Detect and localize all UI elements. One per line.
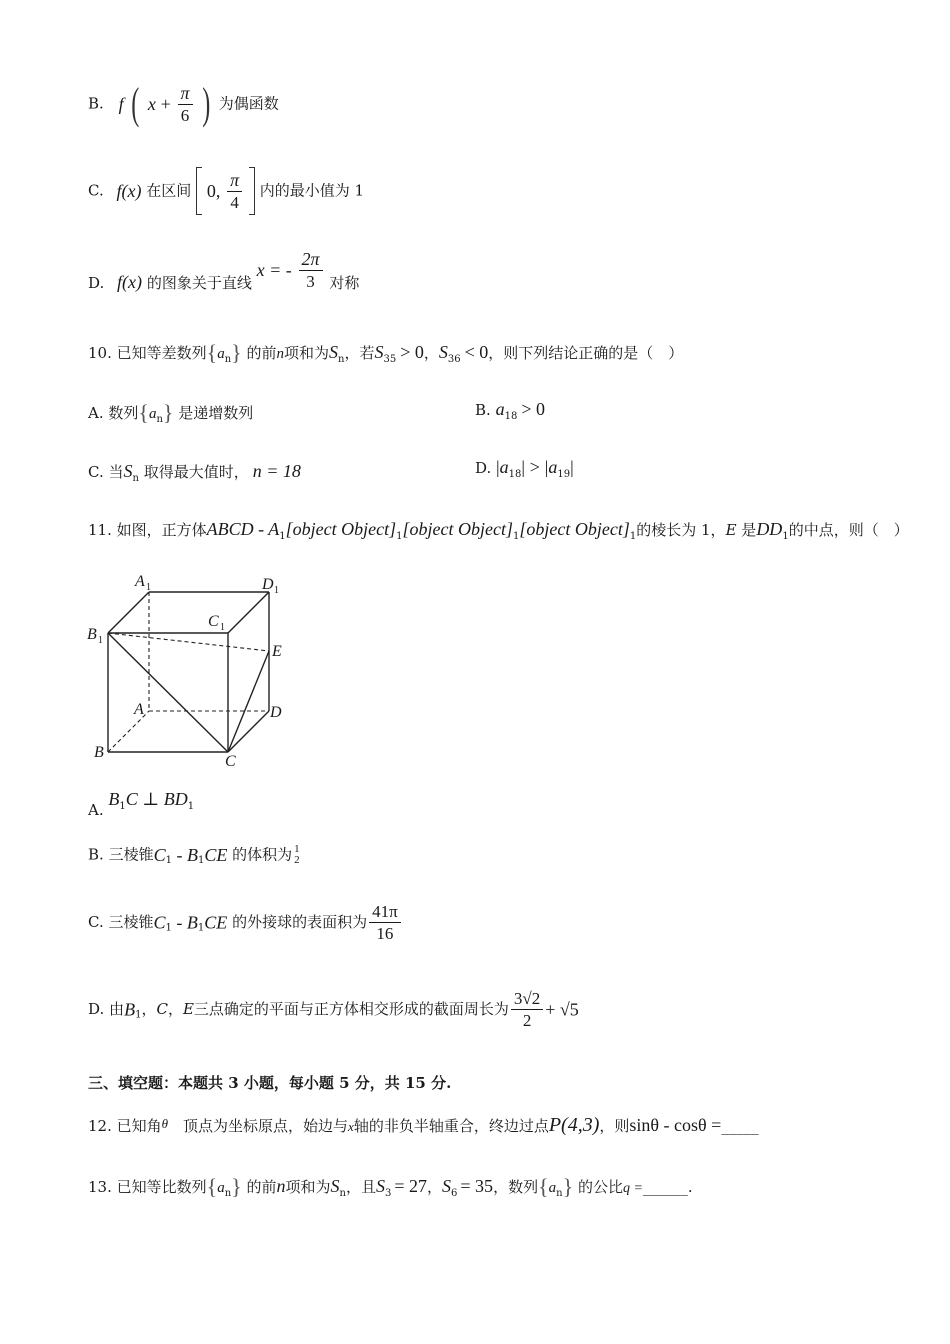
cube-figure — [85, 572, 295, 772]
svg-text:1: 1 — [220, 622, 225, 633]
svg-text:1: 1 — [98, 635, 103, 646]
label-a: A — [134, 701, 144, 718]
q9-option-d: D. f(x) 的图象关于直线 x = - $\frac{2\pi}{3}$ 对称 — [88, 249, 360, 292]
q11-option-d: D. 由$B_1$，C，E三点确定的平面与正方体相交形成的截面周长为 $\frac{3√2}{2}$ + √5 — [88, 989, 579, 1030]
q9-option-b: B. f ( x + $\frac{\pi}{6}$ ) 为偶函数 — [88, 79, 279, 128]
label-c1: C — [208, 613, 219, 630]
q10-stem: 10. 已知等差数列$\{a_n\}$ 的前n项和为$S_n$，若$S_{35} > 0$，$S_{36} < 0$，则下列结论正确的是（ ） — [88, 340, 684, 365]
label-e: E — [272, 643, 282, 660]
q11-option-a: A. $B_1C$ ⊥ $BD_1$ — [88, 789, 195, 819]
label-d1: D — [262, 576, 274, 593]
q12-stem: 12. 已知角θ 顶点为坐标原点，始边与x轴的非负半轴重合，终边过点P(4,3)，则sinθ - cosθ =_____ — [88, 1114, 759, 1136]
label-d: D — [270, 704, 282, 721]
q11-stem: 11. 如图，正方体ABCD - $A_1[object$ $Object]_1[object$ $Object]_1[object$ $Object]_1$的棱长为 1，E 是$DD_1$的中点，则（ ） — [88, 519, 909, 542]
q10-option-a: A. 数列$\{a_n\}$ 是递增数列 — [88, 400, 254, 425]
q11-option-b: B. 三棱锥$C_1 - B_1CE$ 的体积为 1 2 — [88, 843, 300, 866]
label-b: B — [94, 744, 104, 761]
svg-text:1: 1 — [146, 582, 151, 593]
label-a1: A — [135, 573, 145, 590]
q11-option-c: C. 三棱锥$C_1 - B_1CE$ 的外接球的表面积为 $\frac{41\pi}{16}$ — [88, 903, 403, 942]
q10-option-c: C. 当$S_n$ 取得最大值时， n = 18 — [88, 461, 301, 484]
q10-option-d: D. $|a_{18}| > |a_{19}|$ — [475, 457, 574, 480]
label-c: C — [225, 753, 236, 770]
fraction-pi-6: $\frac{\pi}{6}$ — [178, 84, 193, 124]
q10-option-b: B. $a_{18} > 0$ — [475, 399, 545, 422]
q9-option-c: C. f(x) 在区间 0, $\frac{\pi}{4}$ 内的最小值为 1 — [88, 167, 364, 215]
label-b1: B — [87, 626, 97, 643]
q13-stem: 13. 已知等比数列$\{a_n\}$ 的前n项和为$S_n$，且$S_3 = 27$，$S_6 = 35$，数列$\{a_n\}$ 的公比q =______. — [88, 1174, 693, 1199]
section-heading: 三、填空题：本题共 3 小题，每小题 5 分，共 15 分. — [88, 1074, 452, 1092]
svg-text:1: 1 — [274, 585, 279, 596]
